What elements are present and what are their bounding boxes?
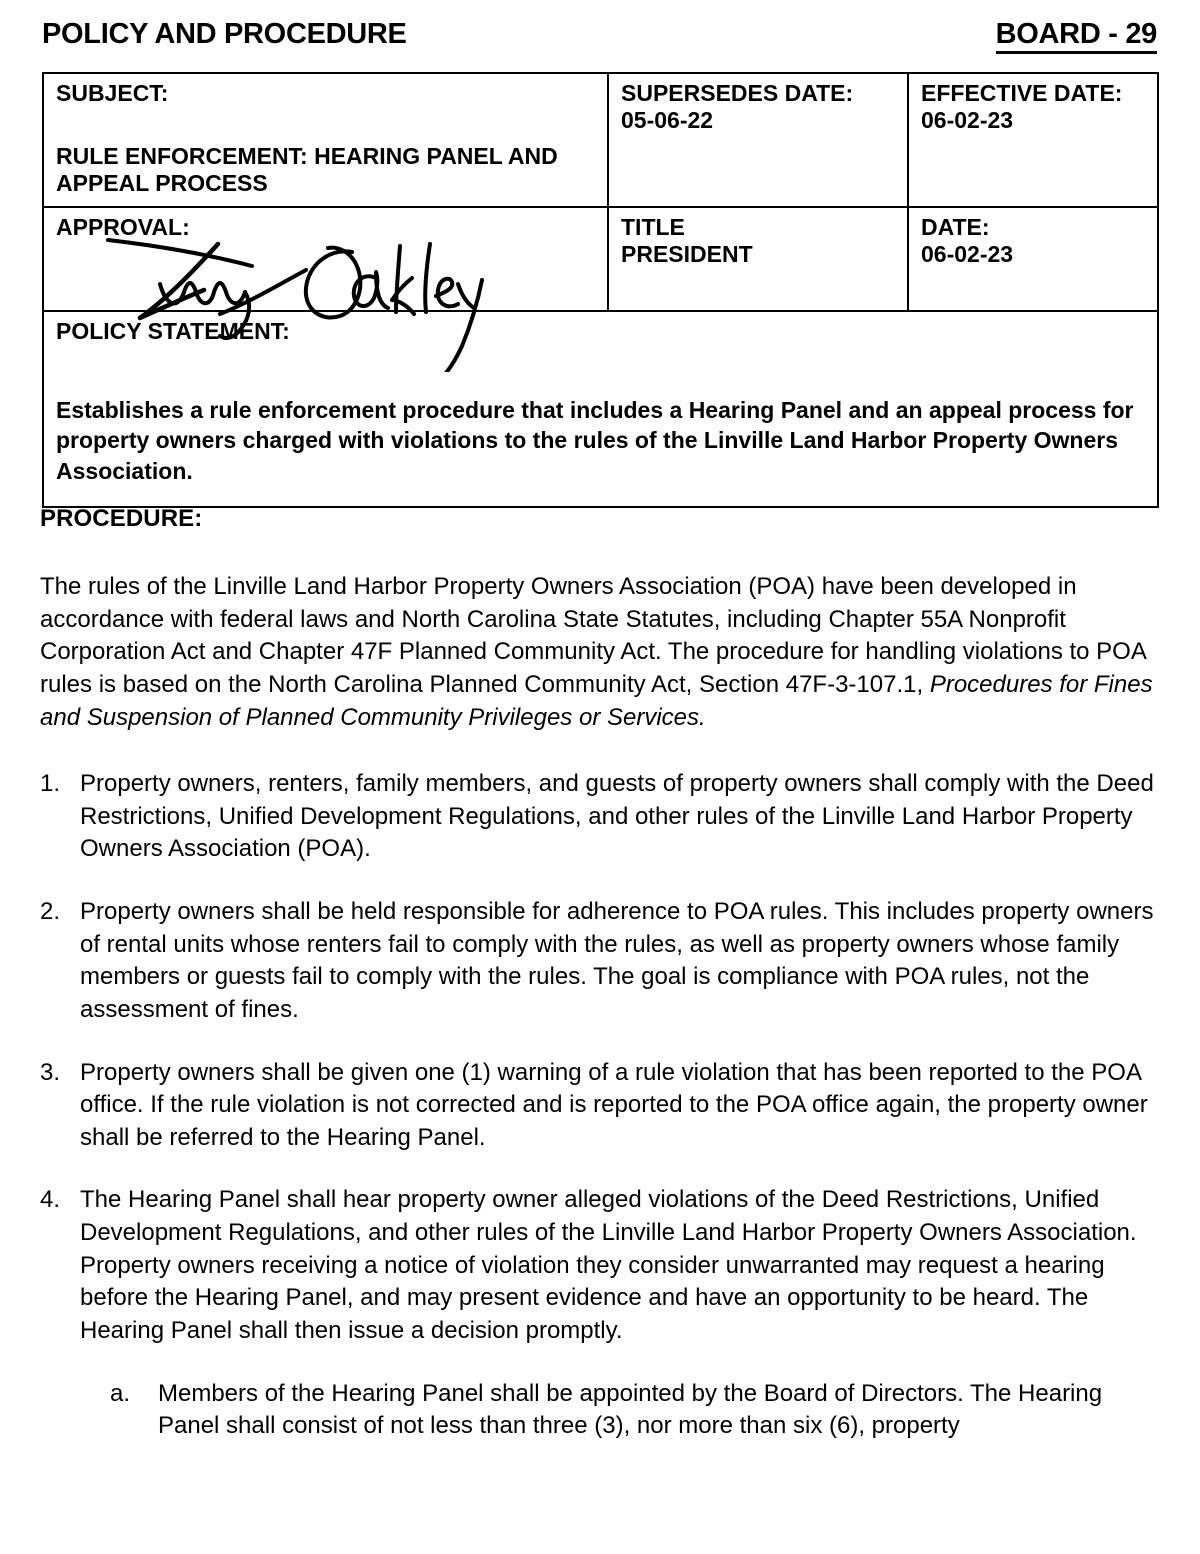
policy-statement-label: POLICY STATEMENT: bbox=[56, 318, 290, 344]
procedure-sublist bbox=[80, 1378, 1158, 1443]
list-item-text: The Hearing Panel shall hear property owner alleged violations of the Deed Restrictions, Unified Development Regulations, and other rules of the Linville Land Harbor Property Owners Association. Property owners receiving a notice of violation they consider unwarranted may request a hearing before the Hearing Panel, and may present evidence and have an opportunity to be heard. The Hearing Panel shall then issue a decision promptly. bbox=[80, 1186, 1137, 1344]
title-label: TITLE bbox=[621, 214, 685, 240]
document-body bbox=[40, 505, 1158, 1473]
effective-date: 06-02-23 bbox=[921, 107, 1014, 134]
approval-date-value: 06-02-23 bbox=[921, 241, 1014, 268]
subject-cell bbox=[43, 73, 608, 207]
table-row-subject bbox=[43, 73, 1158, 207]
document-header bbox=[42, 20, 1157, 64]
intro-text: The rules of the Linville Land Harbor Property Owners Association (POA) have been developed in accordance with federal laws and North Carolina State Statutes, including Chapter 55A Nonprofit Corporation Act and Chapter 47F Planned Community Act. The procedure for handling violations to POA rules is based on the North Carolina Planned Community Act, Section 47F-3-107.1, bbox=[40, 573, 1146, 698]
policy-statement-text: Establishes a rule enforcement procedure that includes a Hearing Panel and an appeal process for property owners charged with violations to the rules of the Linville Land Harbor Property Owners Association. bbox=[56, 397, 1134, 484]
sublist-item-text: Members of the Hearing Panel shall be appointed by the Board of Directors. The Hearing Panel shall consist of not less than three (3), nor more than six (6), property bbox=[158, 1379, 1103, 1440]
list-item-text: Property owners, renters, family members, and guests of property owners shall comply with the Deed Restrictions, Unified Development Regulations, and other rules of the Linville Land Harbor Property Owners Association (POA). bbox=[80, 770, 1154, 863]
intro-citation-italic: Procedures for Fines and Suspension of Planned Community Privileges or Services. bbox=[40, 670, 1153, 731]
title-value: PRESIDENT bbox=[621, 241, 753, 268]
effective-label: EFFECTIVE DATE: bbox=[921, 80, 1123, 106]
approval-date-label: DATE: bbox=[921, 214, 990, 240]
supersedes-date: 05-06-22 bbox=[621, 107, 714, 134]
table-row-policy-statement bbox=[43, 311, 1158, 507]
sublist-item bbox=[110, 1378, 1158, 1443]
list-marker: 1. bbox=[40, 770, 61, 798]
policy-statement-cell bbox=[43, 311, 1158, 507]
procedure-list bbox=[40, 768, 1158, 1443]
list-marker: 2. bbox=[40, 898, 61, 925]
approval-date-cell bbox=[908, 207, 1158, 311]
supersedes-cell bbox=[608, 73, 908, 207]
subject-value: RULE ENFORCEMENT: HEARING PANEL AND APPEAL PROCESS bbox=[56, 143, 558, 197]
effective-cell bbox=[908, 73, 1158, 207]
list-item bbox=[40, 1184, 1158, 1442]
list-item bbox=[40, 896, 1158, 1027]
page-title: POLICY AND PROCEDURE bbox=[42, 18, 407, 50]
sublist-marker: a. bbox=[110, 1379, 131, 1407]
policy-info-table bbox=[42, 72, 1159, 508]
title-cell bbox=[608, 207, 908, 311]
approval-cell bbox=[43, 207, 608, 311]
list-item-text: Property owners shall be given one (1) warning of a rule violation that has been reported to the POA office. If the rule violation is not corrected and is reported to the POA office again, the property owner shall be referred to the Hearing Panel. bbox=[80, 1058, 1148, 1151]
list-item bbox=[40, 768, 1158, 866]
supersedes-label: SUPERSEDES DATE: bbox=[621, 80, 854, 106]
approval-label: APPROVAL: bbox=[56, 214, 190, 240]
list-marker: 4. bbox=[40, 1186, 61, 1214]
list-item bbox=[40, 1057, 1158, 1155]
document-code: BOARD - 29 bbox=[996, 20, 1157, 54]
list-item-text: Property owners shall be held responsible for adherence to POA rules. This includes property owners of rental units whose renters fail to comply with the rules, as well as property owners whose family members or guests fail to comply with the rules. The goal is compliance with POA rules, not the assessment of fines. bbox=[80, 898, 1154, 1023]
list-marker: 3. bbox=[40, 1058, 61, 1086]
intro-paragraph bbox=[40, 571, 1158, 734]
subject-label: SUBJECT: bbox=[56, 80, 169, 106]
table-row-approval bbox=[43, 207, 1158, 311]
procedure-heading: PROCEDURE: bbox=[40, 505, 203, 532]
